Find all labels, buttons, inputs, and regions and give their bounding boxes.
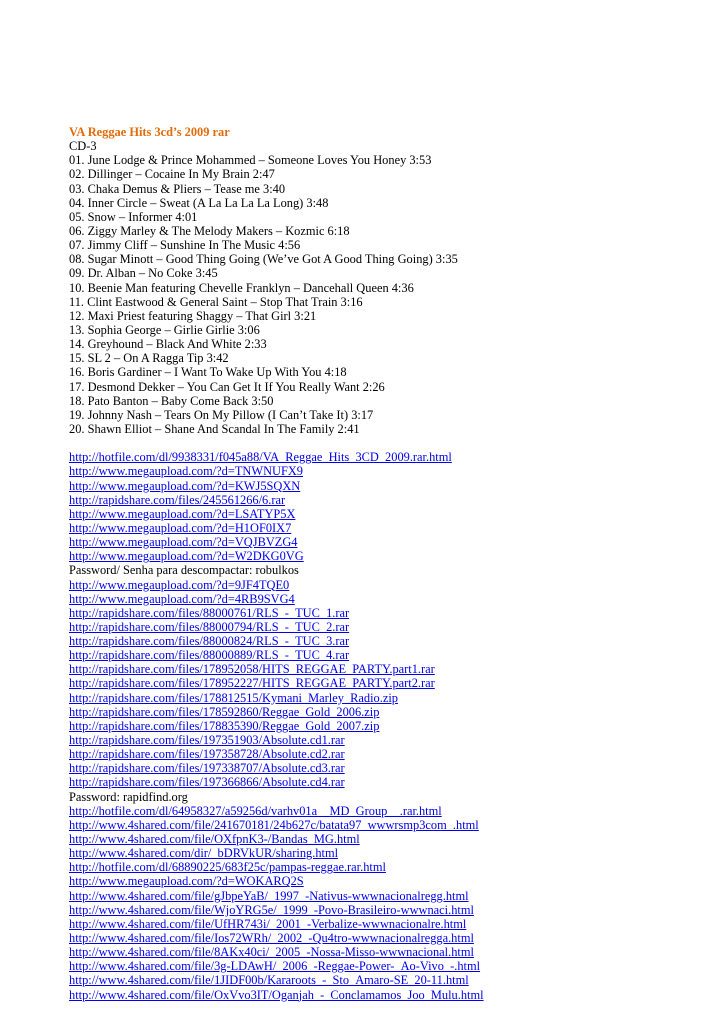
post-title: VA Reggae Hits 3cd’s 2009 rar xyxy=(69,125,230,139)
download-link[interactable]: http://www.4shared.com/file/1JIDF00b/Kararoots_-_Sto_Amaro-SE_20-11.html xyxy=(69,973,469,988)
download-link[interactable]: http://rapidshare.com/files/197351903/Absolute.cd1.rar xyxy=(69,733,345,748)
download-link[interactable]: http://www.megaupload.com/?d=KWJ5SQXN xyxy=(69,478,301,493)
download-link[interactable]: http://www.4shared.com/file/UfHR743i/_2001_-Verbalize-wwwnacionalre.html xyxy=(69,916,467,931)
link-row xyxy=(69,634,709,648)
download-link[interactable]: http://rapidshare.com/files/245561266/6.rar xyxy=(69,492,286,507)
download-link[interactable]: http://www.megaupload.com/?d=TNWNUFX9 xyxy=(69,464,303,479)
download-link[interactable]: http://www.megaupload.com/?d=W2DKG0VG xyxy=(69,549,304,564)
link-row xyxy=(69,719,709,733)
download-link[interactable]: http://rapidshare.com/files/88000761/RLS_-_TUC_1.rar xyxy=(69,605,350,620)
download-link[interactable]: http://rapidshare.com/files/88000794/RLS_-_TUC_2.rar xyxy=(69,619,350,634)
download-links-1 xyxy=(69,450,709,563)
link-row xyxy=(69,889,709,903)
track-item: 16. Boris Gardiner – I Want To Wake Up With You 4:18 xyxy=(69,365,347,380)
download-link[interactable]: http://hotfile.com/dl/64958327/a59256d/varhv01a__MD_Group__.rar.html xyxy=(69,803,442,818)
download-link[interactable]: http://rapidshare.com/files/197338707/Absolute.cd3.rar xyxy=(69,761,345,776)
download-link[interactable]: http://www.4shared.com/file/3g-LDAwH/_2006_-Reggae-Power-_Ao-Vivo_-.html xyxy=(69,959,481,974)
link-row xyxy=(69,479,709,493)
link-row xyxy=(69,507,709,521)
link-row xyxy=(69,606,709,620)
link-row xyxy=(69,931,709,945)
download-links-3 xyxy=(69,804,709,1002)
link-row xyxy=(69,988,709,1002)
download-links-2 xyxy=(69,578,709,790)
download-link[interactable]: http://www.4shared.com/file/8AKx40ci/_2005_-Nossa-Misso-wwwnacional.html xyxy=(69,945,474,960)
download-link[interactable]: http://rapidshare.com/files/178592860/Reggae_Gold_2006.zip xyxy=(69,704,380,719)
track-item: 07. Jimmy Cliff – Sunshine In The Music 4:56 xyxy=(69,238,301,253)
download-link[interactable]: http://hotfile.com/dl/68890225/683f25c/pampas-reggae.rar.html xyxy=(69,860,386,875)
download-link[interactable]: http://hotfile.com/dl/9938331/f045a88/VA_Reggae_Hits_3CD_2009.rar.html xyxy=(69,450,452,465)
download-link[interactable]: http://www.megaupload.com/?d=VQJBVZG4 xyxy=(69,535,298,550)
download-link[interactable]: http://rapidshare.com/files/197358728/Absolute.cd2.rar xyxy=(69,747,345,762)
link-row xyxy=(69,973,709,987)
download-link[interactable]: http://www.4shared.com/file/gJbpeYaB/_1997_-Nativus-wwwnacionalregg.html xyxy=(69,888,469,903)
link-row xyxy=(69,860,709,874)
track-item: 09. Dr. Alban – No Coke 3:45 xyxy=(69,266,218,281)
link-row xyxy=(69,705,709,719)
download-link[interactable]: http://rapidshare.com/files/178952058/HITS_REGGAE_PARTY.part1.rar xyxy=(69,662,435,677)
download-link[interactable]: http://rapidshare.com/files/197366866/Absolute.cd4.rar xyxy=(69,775,345,790)
track-item: 01. June Lodge & Prince Mohammed – Someone Loves You Honey 3:53 xyxy=(69,153,432,168)
link-row xyxy=(69,804,709,818)
password-note: Password/ Senha para descompactar: robulkos xyxy=(69,563,299,578)
download-link[interactable]: http://www.4shared.com/file/241670181/24b627c/batata97_wwwrsmp3com_.html xyxy=(69,817,479,832)
track-item: 15. SL 2 – On A Ragga Tip 3:42 xyxy=(69,351,229,366)
download-link[interactable]: http://www.4shared.com/file/OXfpnK3-/Bandas_MG.html xyxy=(69,832,360,847)
link-row xyxy=(69,521,709,535)
download-link[interactable]: http://www.4shared.com/dir/_bDRVkUR/sharing.html xyxy=(69,846,339,861)
password-note-2: Password: rapidfind.org xyxy=(69,789,188,804)
link-row xyxy=(69,903,709,917)
track-item: 18. Pato Banton – Baby Come Back 3:50 xyxy=(69,393,274,408)
link-row xyxy=(69,549,709,563)
link-row xyxy=(69,818,709,832)
document-body xyxy=(69,125,709,1002)
track-item: 14. Greyhound – Black And White 2:33 xyxy=(69,337,267,352)
link-row xyxy=(69,620,709,634)
track-item: 20. Shawn Elliot – Shane And Scandal In The Family 2:41 xyxy=(69,421,360,436)
download-link[interactable]: http://www.4shared.com/file/OxVvo3IT/Oganjah_-_Conclamamos_Joo_Mulu.html xyxy=(69,987,484,1002)
download-link[interactable]: http://www.megaupload.com/?d=H1OF0IX7 xyxy=(69,520,292,535)
download-link[interactable]: http://rapidshare.com/files/88000824/RLS_-_TUC_3.rar xyxy=(69,634,350,649)
track-item: 08. Sugar Minott – Good Thing Going (We’ve Got A Good Thing Going) 3:35 xyxy=(69,252,458,267)
download-link[interactable]: http://www.4shared.com/file/WjoYRG5e/_1999_-Povo-Brasileiro-wwwnaci.html xyxy=(69,902,474,917)
link-row xyxy=(69,945,709,959)
track-item: 19. Johnny Nash – Tears On My Pillow (I Can’t Take It) 3:17 xyxy=(69,407,374,422)
cd-label: CD-3 xyxy=(69,139,97,154)
link-row xyxy=(69,535,709,549)
link-row xyxy=(69,662,709,676)
download-link[interactable]: http://rapidshare.com/files/178835390/Reggae_Gold_2007.zip xyxy=(69,718,380,733)
track-item: 12. Maxi Priest featuring Shaggy – That Girl 3:21 xyxy=(69,308,317,323)
link-row xyxy=(69,747,709,761)
link-row xyxy=(69,761,709,775)
track-item: 04. Inner Circle – Sweat (A La La La La Long) 3:48 xyxy=(69,195,329,210)
link-row xyxy=(69,832,709,846)
download-link[interactable]: http://rapidshare.com/files/178812515/Kymani_Marley_Radio.zip xyxy=(69,690,398,705)
download-link[interactable]: http://www.megaupload.com/?d=9JF4TQE0 xyxy=(69,577,290,592)
track-item: 06. Ziggy Marley & The Melody Makers – Kozmic 6:18 xyxy=(69,223,350,238)
link-row xyxy=(69,917,709,931)
link-row xyxy=(69,775,709,789)
download-link[interactable]: http://www.megaupload.com/?d=WOKARQ2S xyxy=(69,874,304,889)
track-item: 02. Dillinger – Cocaine In My Brain 2:47 xyxy=(69,167,275,182)
track-item: 11. Clint Eastwood & General Saint – Stop That Train 3:16 xyxy=(69,294,363,309)
link-row xyxy=(69,959,709,973)
track-item: 05. Snow – Informer 4:01 xyxy=(69,209,198,224)
download-link[interactable]: http://www.megaupload.com/?d=LSATYP5X xyxy=(69,506,296,521)
spacer xyxy=(69,436,709,450)
track-item: 10. Beenie Man featuring Chevelle Franklyn – Dancehall Queen 4:36 xyxy=(69,280,414,295)
link-row xyxy=(69,676,709,690)
download-link[interactable]: http://www.4shared.com/file/Ios72WRh/_2002_-Qu4tro-wwwnacionalregga.html xyxy=(69,931,474,946)
track-list xyxy=(69,153,709,436)
download-link[interactable]: http://rapidshare.com/files/88000889/RLS_-_TUC_4.rar xyxy=(69,648,350,663)
link-row xyxy=(69,874,709,888)
track-item: 03. Chaka Demus & Pliers – Tease me 3:40 xyxy=(69,181,286,196)
link-row xyxy=(69,493,709,507)
link-row xyxy=(69,648,709,662)
link-row xyxy=(69,592,709,606)
download-link[interactable]: http://rapidshare.com/files/178952227/HITS_REGGAE_PARTY.part2.rar xyxy=(69,676,435,691)
link-row xyxy=(69,450,709,464)
track-item: 13. Sophia George – Girlie Girlie 3:06 xyxy=(69,322,260,337)
link-row xyxy=(69,578,709,592)
link-row xyxy=(69,464,709,478)
link-row xyxy=(69,691,709,705)
link-row xyxy=(69,846,709,860)
link-row xyxy=(69,733,709,747)
track-item: 17. Desmond Dekker – You Can Get It If You Really Want 2:26 xyxy=(69,379,385,394)
download-link[interactable]: http://www.megaupload.com/?d=4RB9SVG4 xyxy=(69,591,295,606)
